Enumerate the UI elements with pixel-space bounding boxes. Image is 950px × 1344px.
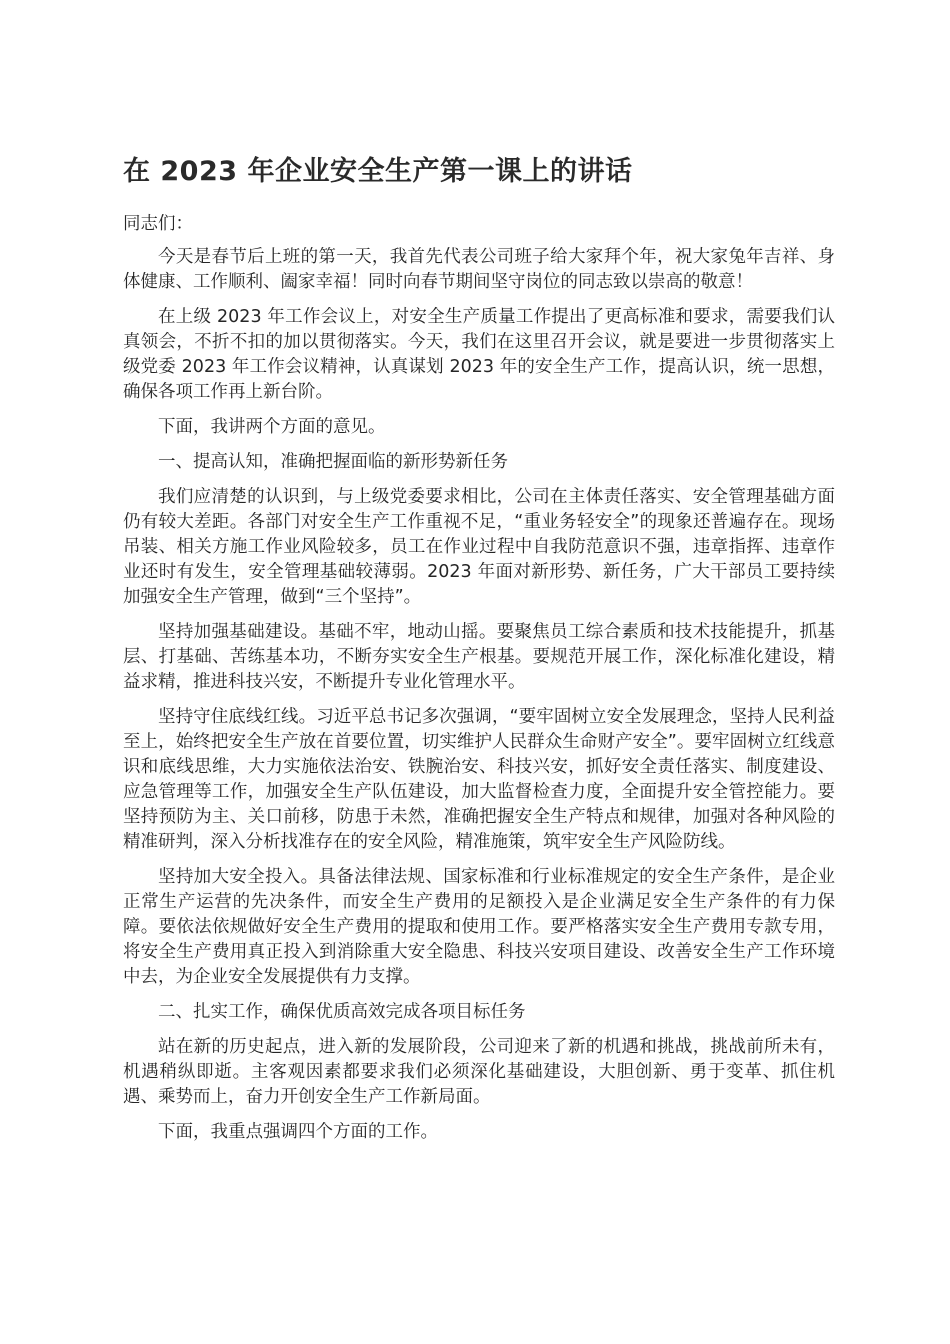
salutation: 同志们： [123, 214, 193, 234]
document-page [123, 150, 835, 1155]
section-1-paragraph-1: 我们应清楚的认识到，与上级党委要求相比，公司在主体责任落实、安全管理基础方面仍有较大差距。各部门对安全生产工作重视不足，“重业务轻安全”的现象还普遍存在。现场吊装、相关方施工作业风险较多，员工在作业过程中自我防范意识不强，违章指挥、违章作业还时有发生，安全管理基础较薄弱。2023 年面对新形势、新任务，广大干部员工要持续加强安全生产管理，做到“三个坚持”。 [123, 487, 835, 607]
document-title: 在 2023 年企业安全生产第一课上的讲话 [123, 156, 633, 187]
intro-paragraph-1: 今天是春节后上班的第一天，我首先代表公司班子给大家拜个年，祝大家兔年吉祥、身体健康、工作顺利、阖家幸福！同时向春节期间坚守岗位的同志致以崇高的敬意！ [123, 247, 835, 292]
section-2-paragraph-2: 下面，我重点强调四个方面的工作。 [158, 1122, 438, 1142]
section-1-heading: 一、提高认知，准确把握面临的新形势新任务 [158, 452, 508, 472]
intro-paragraph-3: 下面，我讲两个方面的意见。 [158, 417, 386, 437]
section-1-paragraph-3: 坚持守住底线红线。习近平总书记多次强调，“要牢固树立安全发展理念，坚持人民利益至上，始终把安全生产放在首要位置，切实维护人民群众生命财产安全”。要牢固树立红线意识和底线思维，大力实施依法治安、铁腕治安、科技兴安，抓好安全责任落实、制度建设、应急管理等工作，加强安全生产队伍建设，加大监督检查力度，全面提升安全管控能力。要坚持预防为主、关口前移，防患于未然，准确把握安全生产特点和规律，加强对各种风险的精准研判，深入分析找准存在的安全风险，精准施策，筑牢安全生产风险防线。 [123, 707, 835, 852]
intro-paragraph-2: 在上级 2023 年工作会议上，对安全生产质量工作提出了更高标准和要求，需要我们认真领会，不折不扣的加以贯彻落实。今天，我们在这里召开会议，就是要进一步贯彻落实上级党委 2023 年工作会议精神，认真谋划 2023 年的安全生产工作，提高认识，统一思想，确保各项工作再上新台阶。 [123, 307, 835, 402]
section-2-heading: 二、扎实工作，确保优质高效完成各项目标任务 [158, 1002, 526, 1022]
section-1-paragraph-4: 坚持加大安全投入。具备法律法规、国家标准和行业标准规定的安全生产条件，是企业正常生产运营的先决条件，而安全生产费用的足额投入是企业满足安全生产条件的有力保障。要依法依规做好安全生产费用的提取和使用工作。要严格落实安全生产费用专款专用，将安全生产费用真正投入到消除重大安全隐患、科技兴安项目建设、改善安全生产工作环境中去，为企业安全发展提供有力支撑。 [123, 867, 835, 987]
section-2-paragraph-1: 站在新的历史起点，进入新的发展阶段，公司迎来了新的机遇和挑战，挑战前所未有，机遇稍纵即逝。主客观因素都要求我们必须深化基础建设，大胆创新、勇于变革、抓住机遇、乘势而上，奋力开创安全生产工作新局面。 [123, 1037, 835, 1107]
section-1-paragraph-2: 坚持加强基础建设。基础不牢，地动山摇。要聚焦员工综合素质和技术技能提升，抓基层、打基础、苦练基本功，不断夯实安全生产根基。要规范开展工作，深化标准化建设，精益求精，推进科技兴安，不断提升专业化管理水平。 [123, 622, 835, 692]
